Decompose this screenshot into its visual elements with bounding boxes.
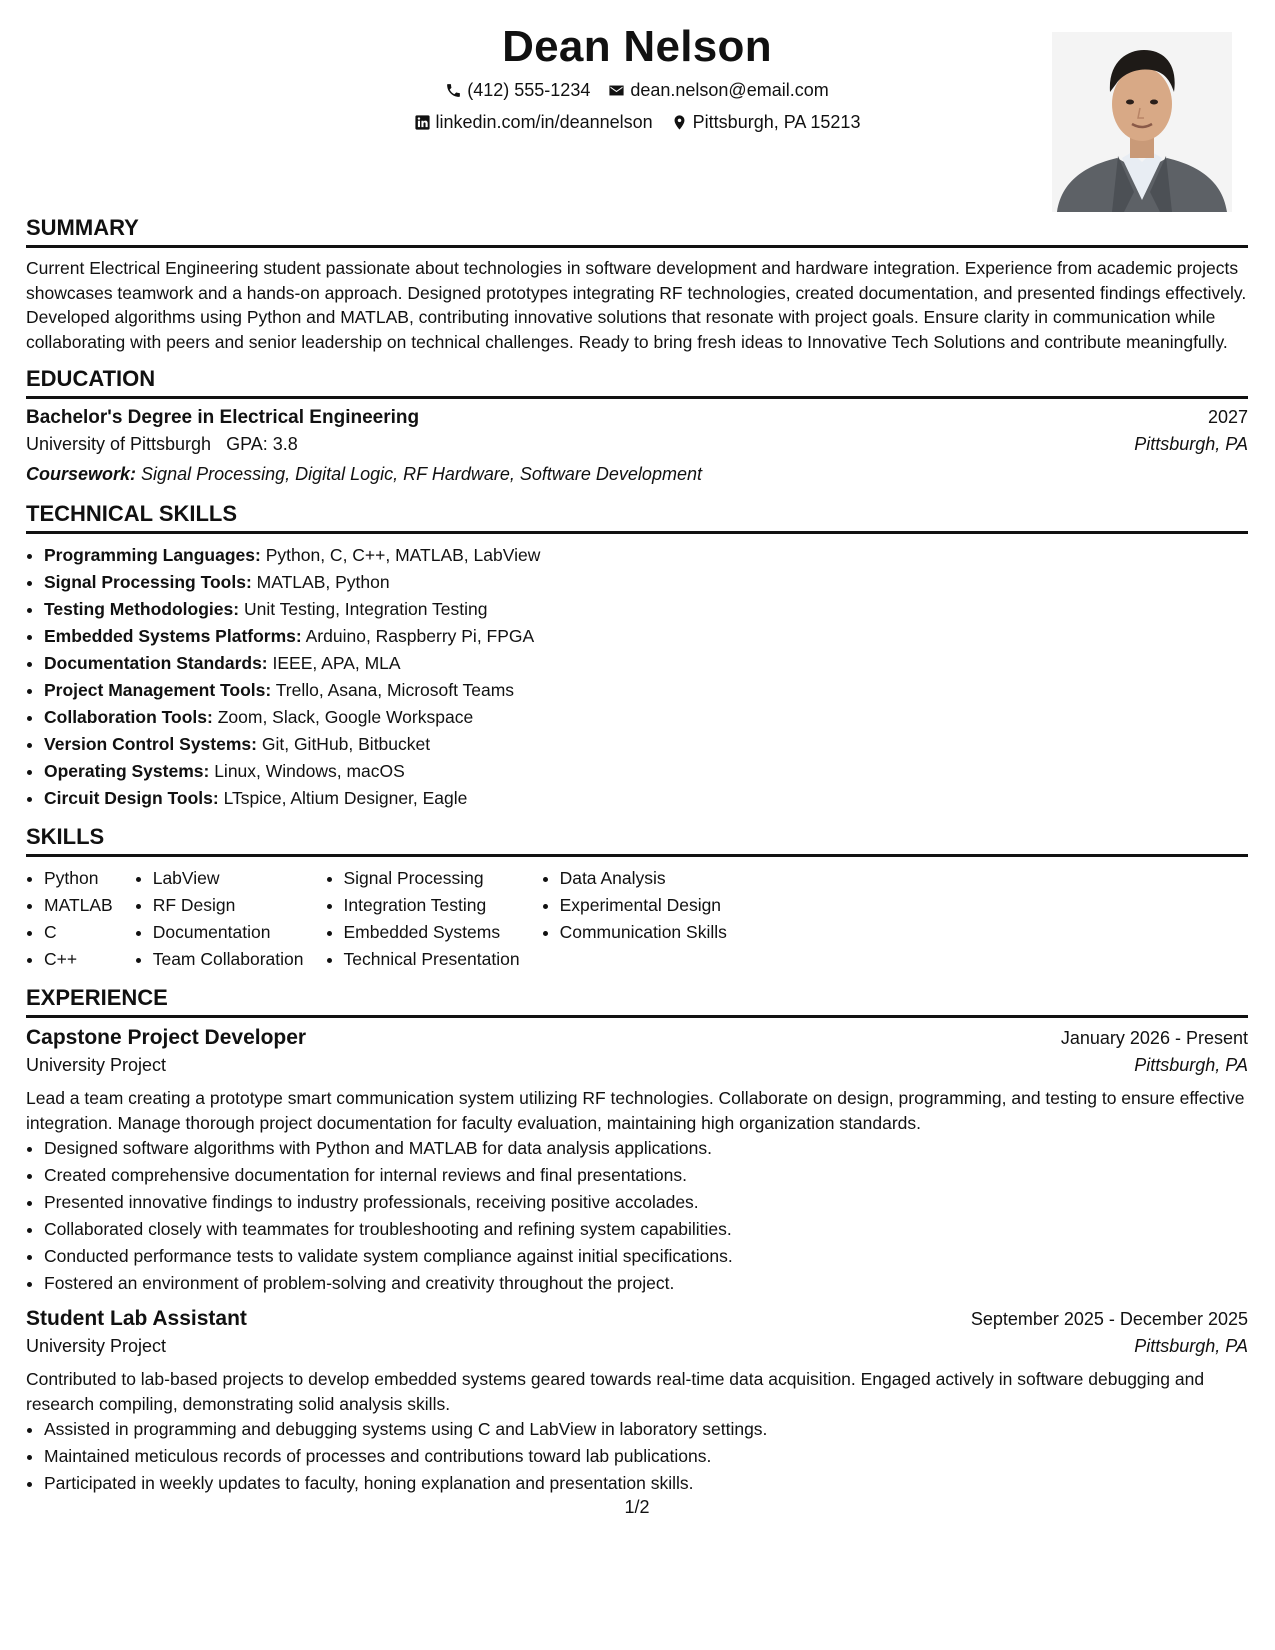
technical-skills-list	[26, 542, 1248, 812]
education-school-row	[26, 429, 1248, 459]
coursework-list: Signal Processing, Digital Logic, RF Hardware, Software Development	[141, 464, 702, 484]
list-item: • LabView	[153, 865, 304, 892]
list-item: • RF Design	[153, 892, 304, 919]
email-contact[interactable]	[608, 80, 828, 101]
list-item: • Assisted in programming and debugging systems using C and LabView in laboratory settings.	[44, 1416, 1248, 1443]
coursework-label: Coursework:	[26, 464, 137, 484]
map-pin-icon	[671, 114, 688, 131]
experience-heading: EXPERIENCE	[26, 985, 1248, 1018]
list-item: • Signal Processing Tools: MATLAB, Python	[44, 569, 1248, 596]
location-contact	[671, 112, 861, 133]
list-item: • Team Collaboration	[153, 946, 304, 973]
skills-grid	[26, 865, 1248, 973]
list-item: • Collaboration Tools: Zoom, Slack, Google Workspace	[44, 704, 1248, 731]
list-item: • Project Management Tools: Trello, Asana, Microsoft Teams	[44, 677, 1248, 704]
list-item: • MATLAB	[44, 892, 113, 919]
list-item: • Programming Languages: Python, C, C++, MATLAB, LabView	[44, 542, 1248, 569]
phone-icon	[445, 82, 462, 99]
gpa-text: GPA: 3.8	[226, 434, 298, 454]
education-section	[26, 366, 1248, 489]
job-org: University Project	[26, 1055, 167, 1075]
list-item: • Created comprehensive documentation for internal reviews and final presentations.	[44, 1162, 1248, 1189]
list-item: • Circuit Design Tools: LTspice, Altium Designer, Eagle	[44, 785, 1248, 812]
list-item: • Version Control Systems: Git, GitHub, Bitbucket	[44, 731, 1248, 758]
email-text: dean.nelson@email.com	[630, 80, 829, 100]
list-item: • Communication Skills	[560, 919, 727, 946]
list-item: • Integration Testing	[344, 892, 520, 919]
graduation-year: 2027	[1207, 407, 1248, 427]
list-item: • C++	[44, 946, 113, 973]
school-location: Pittsburgh, PA	[1134, 434, 1248, 454]
resume-header	[26, 0, 1248, 215]
list-item: • Maintained meticulous records of processes and contributions toward lab publications.	[44, 1443, 1248, 1470]
list-item: • Experimental Design	[560, 892, 727, 919]
list-item: • Embedded Systems	[344, 919, 520, 946]
skills-column-3	[326, 865, 520, 973]
technical-skills-section	[26, 501, 1248, 812]
list-item: • Documentation	[153, 919, 304, 946]
job-dates: September 2025 - December 2025	[970, 1309, 1248, 1329]
candidate-name: Dean Nelson	[502, 22, 772, 71]
list-item: • Testing Methodologies: Unit Testing, Integration Testing	[44, 596, 1248, 623]
skills-column-1	[26, 865, 113, 973]
list-item: • Data Analysis	[560, 865, 727, 892]
job-location: Pittsburgh, PA	[1134, 1055, 1248, 1075]
list-item: • Embedded Systems Platforms: Arduino, Raspberry Pi, FPGA	[44, 623, 1248, 650]
experience-section	[26, 985, 1248, 1497]
job-title: Capstone Project Developer	[26, 1026, 307, 1049]
job-description: Lead a team creating a prototype smart communication system utilizing RF technologies. Collaborate on design, programming, and testing to ensure effective integration. Manage thorough project documentation for faculty evaluation, maintaining high organization standards.	[26, 1088, 1245, 1133]
job-title: Student Lab Assistant	[26, 1307, 247, 1330]
school-name: University of Pittsburgh	[26, 434, 212, 454]
summary-heading: SUMMARY	[26, 215, 1248, 248]
resume-page	[26, 0, 1248, 1650]
phone-text: (412) 555-1234	[467, 80, 591, 100]
skills-column-2	[135, 865, 304, 973]
coursework-row	[26, 459, 1248, 489]
list-item: • Presented innovative findings to industry professionals, receiving positive accolades.	[44, 1189, 1248, 1216]
linkedin-text: linkedin.com/in/deannelson	[435, 112, 653, 132]
location-text: Pittsburgh, PA 15213	[692, 112, 861, 132]
job-location: Pittsburgh, PA	[1134, 1336, 1248, 1356]
job-dates: January 2026 - Present	[1060, 1028, 1248, 1048]
degree-title: Bachelor's Degree in Electrical Engineering	[26, 407, 420, 428]
summary-text: Current Electrical Engineering student passionate about technologies in software development and hardware integration. Experience from academic projects showcases teamwork and a hands-on approach. Designed prototypes integrating RF technologies, created documentation, and presented findings effectively. Developed algorithms using Python and MATLAB, contributing innovative solutions that resonate with project goals. Ensure clarity in communication while collaborating with peers and senior leadership on technical challenges. Ready to bring fresh ideas to Innovative Tech Solutions and contribute meaningfully.	[26, 258, 1247, 352]
list-item: • Documentation Standards: IEEE, APA, MLA	[44, 650, 1248, 677]
list-item: • Designed software algorithms with Python and MATLAB for data analysis applications.	[44, 1135, 1248, 1162]
phone-contact	[445, 80, 590, 101]
skills-heading: SKILLS	[26, 824, 1248, 857]
job-bullets	[26, 1416, 1248, 1497]
list-item: • Signal Processing	[344, 865, 520, 892]
linkedin-contact[interactable]	[414, 112, 653, 133]
list-item: • Collaborated closely with teammates for troubleshooting and refining system capabilities.	[44, 1216, 1248, 1243]
envelope-icon	[608, 82, 625, 99]
job-org: University Project	[26, 1336, 167, 1356]
experience-entry-2	[26, 1307, 1248, 1497]
education-heading: EDUCATION	[26, 366, 1248, 399]
education-degree-row	[26, 407, 1248, 429]
job-description: Contributed to lab-based projects to develop embedded systems geared towards real-time data acquisition. Engaged actively in software debugging and research compiling, demonstrating solid analysis skills.	[26, 1369, 1205, 1414]
list-item: • Fostered an environment of problem-solving and creativity throughout the project.	[44, 1270, 1248, 1297]
list-item: • Python	[44, 865, 113, 892]
list-item: • Technical Presentation	[344, 946, 520, 973]
person-portrait-icon	[1052, 32, 1232, 212]
summary-section	[26, 215, 1248, 354]
experience-entry-1	[26, 1026, 1248, 1297]
linkedin-icon	[414, 114, 431, 131]
list-item: • Operating Systems: Linux, Windows, macOS	[44, 758, 1248, 785]
page-number: 1/2	[624, 1497, 650, 1517]
technical-skills-heading: TECHNICAL SKILLS	[26, 501, 1248, 534]
list-item: • C	[44, 919, 113, 946]
job-bullets	[26, 1135, 1248, 1297]
skills-section	[26, 824, 1248, 973]
list-item: • Participated in weekly updates to faculty, honing explanation and presentation skills.	[44, 1470, 1248, 1497]
list-item: • Conducted performance tests to validate system compliance against initial specifications.	[44, 1243, 1248, 1270]
skills-column-4	[542, 865, 727, 973]
profile-photo	[1052, 32, 1232, 212]
